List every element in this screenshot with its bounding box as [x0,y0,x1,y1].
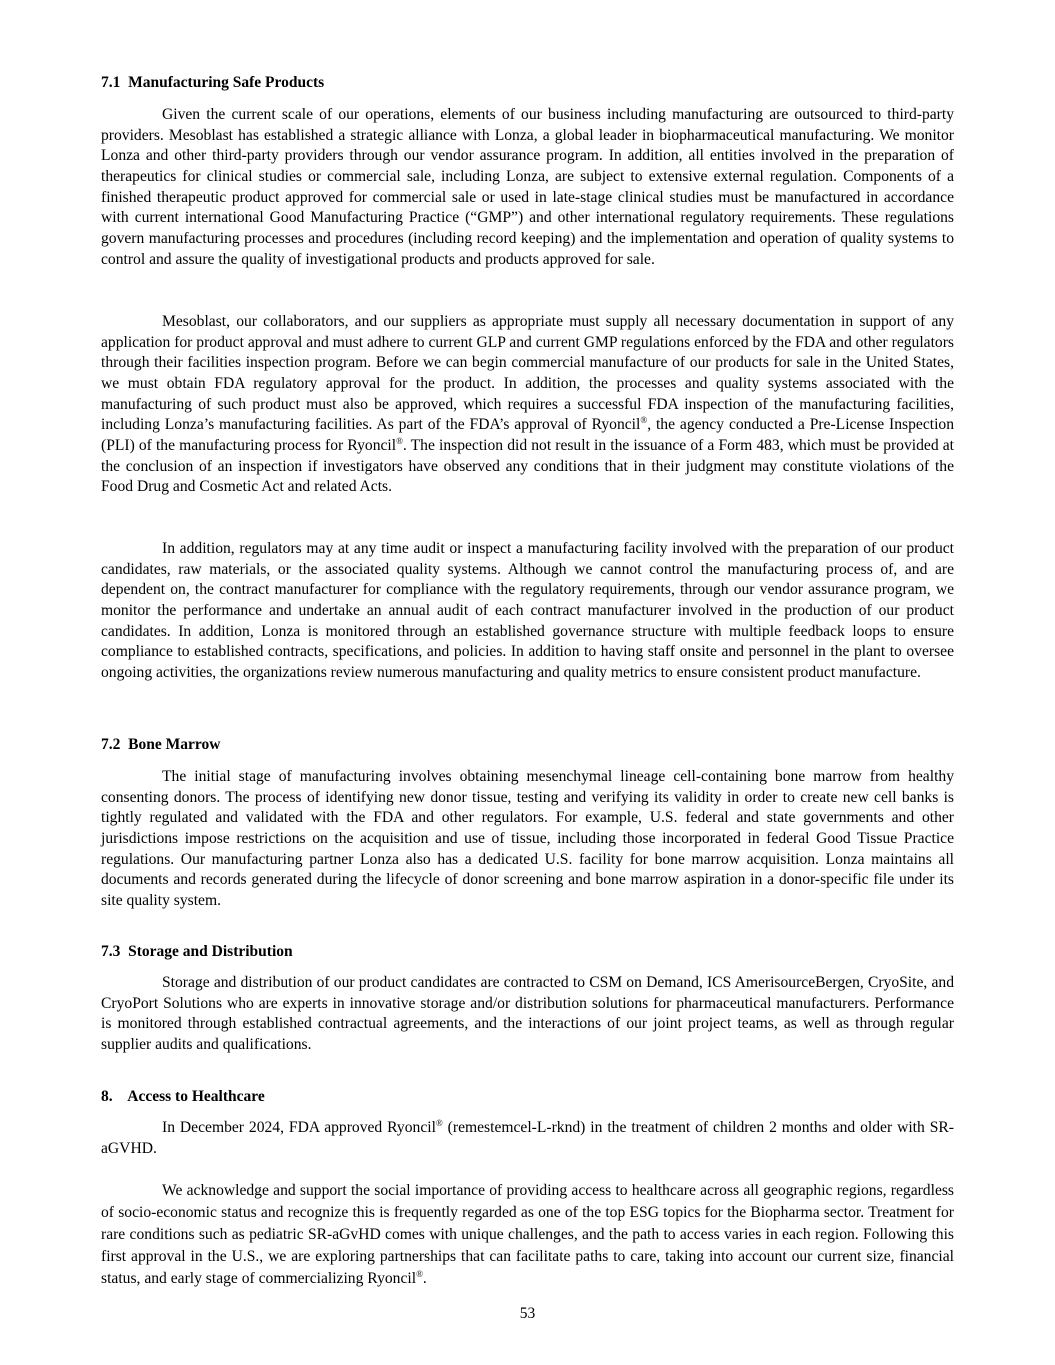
section-heading-7-2: 7.2 Bone Marrow [101,736,221,753]
paragraph [101,973,954,1056]
page-number: 53 [519,1305,536,1322]
paragraph [101,105,954,270]
paragraph-text: . The inspection did not result in the issuance of a Form 483, which must be provided at the conclusion of an inspection if investigators have observed any conditions that in their judgment may constitute violations of the Food Drug and Cosmetic Act and related Acts. [101,436,954,496]
registered-mark: ® [416,1269,423,1279]
paragraph-text: Mesoblast, our collaborators, and our suppliers as appropriate must supply all necessary documentation in support of any application for product approval and must adhere to current GLP and current GMP regulations enforced by the FDA and other regulators through their facilities inspection program. Before we can begin commercial manufacture of our products for sale in the United States, we must obtain FDA regulatory approval for the product. In addition, the processes and quality systems associated with the manufacturing of such product must also be approved, which requires a successful FDA inspection of the manufacturing facilities, including Lonza’s manufacturing facilities. As part of the FDA’s approval of Ryoncil [101,313,954,434]
section-heading-8: 8. Access to Healthcare [101,1088,265,1105]
paragraph [101,1118,954,1159]
paragraph-text: In December 2024, FDA approved Ryoncil [162,1119,436,1136]
registered-mark: ® [435,1118,443,1128]
paragraph-text: , the agency conducted a Pre-License Inspection (PLI) of the manufacturing process for Ryoncil [101,416,954,454]
paragraph [101,1180,954,1290]
paragraph-text: . [422,1270,427,1287]
section-heading-7-1: 7.1 Manufacturing Safe Products [101,74,325,91]
registered-mark: ® [640,415,648,426]
paragraph-text: (remestemcel-L-rknd) in the treatment of children 2 months and older with SR-aGVHD. [101,1119,954,1157]
paragraph [101,312,954,498]
paragraph [101,767,954,912]
paragraph-text: In addition, regulators may at any time audit or inspect a manufacturing facility involved with the preparation of our product candidates, raw materials, or the associated quality systems. Although we cannot control the manufacturing process of, and are dependent on, the contract manufacturer for compliance with the regulatory requirements, through our vendor assurance program, we monitor the performance and undertake an annual audit of each contract manufacturer involved in the production of our product candidates. In addition, Lonza is monitored through an established governance structure with multiple feedback loops to ensure compliance to established contracts, specifications, and policies. In addition to having staff onsite and personnel in the plant to oversee ongoing activities, the organizations review numerous manufacturing and quality metrics to ensure consistent product manufacture. [101,540,954,681]
paragraph-text: We acknowledge and support the social importance of providing access to healthcare across all geographic regions, regardless of socio-economic status and recognize this is frequently regarded as one of the top ESG topics for the Biopharma sector. Treatment for rare conditions such as pediatric SR-aGvHD comes with unique challenges, and the path to access varies in each region. Following this first approval in the U.S., we are exploring partnerships that can facilitate paths to care, taking into account our current size, financial status, and early stage of commercializing Ryoncil [101,1182,954,1287]
paragraph [101,539,954,684]
section-heading-7-3: 7.3 Storage and Distribution [101,943,293,960]
paragraph-text: Storage and distribution of our product candidates are contracted to CSM on Demand, ICS AmerisourceBergen, CryoSite, and CryoPort Solutions who are experts in innovative storage and/or distribution solutions for pharmaceutical manufacturers. Performance is monitored through established contractual agreements, and the interactions of our joint project teams, as well as through regular supplier audits and qualifications. [101,974,954,1053]
paragraph-text: The initial stage of manufacturing involves obtaining mesenchymal lineage cell-containing bone marrow from healthy consenting donors. The process of identifying new donor tissue, testing and verifying its validity in order to create new cell banks is tightly regulated and validated with the FDA and other regulators. For example, U.S. federal and state governments and other jurisdictions impose restrictions on the acquisition and use of tissue, including those incorporated in federal Good Tissue Practice regulations. Our manufacturing partner Lonza also has a dedicated U.S. facility for bone marrow acquisition. Lonza maintains all documents and records generated during the lifecycle of donor screening and bone marrow aspiration in a donor-specific file under its site quality system. [101,768,954,909]
paragraph-text: Given the current scale of our operations, elements of our business including manufacturing are outsourced to third-party providers. Mesoblast has established a strategic alliance with Lonza, a global leader in biopharmaceutical manufacturing. We monitor Lonza and other third-party providers through our vendor assurance program. In addition, all entities involved in the preparation of therapeutics for clinical studies or commercial sale, including Lonza, are subject to extensive external regulation. Components of a finished therapeutic product approved for commercial sale or used in late-stage clinical studies must be manufactured in accordance with current international Good Manufacturing Practice (“GMP”) and other international regulatory requirements. These regulations govern manufacturing processes and procedures (including record keeping) and the implementation and operation of quality systems to control and assure the quality of investigational products and products approved for sale. [101,106,954,268]
registered-mark: ® [396,435,403,446]
